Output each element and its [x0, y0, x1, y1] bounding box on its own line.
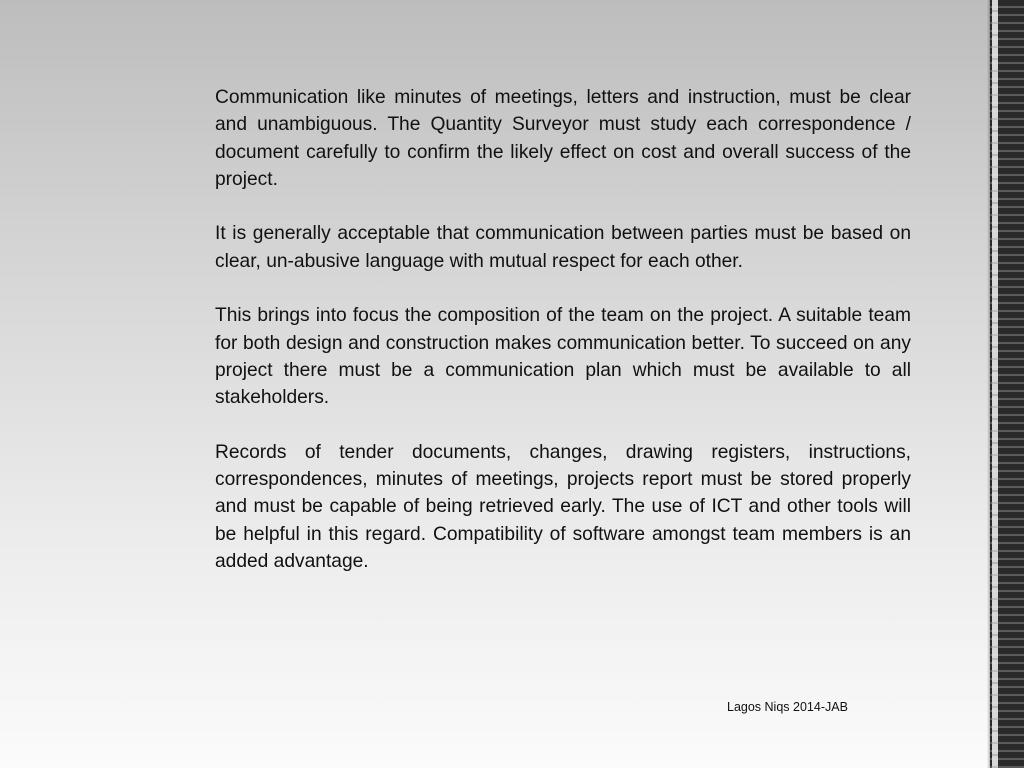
paragraph-respectful-language: It is generally acceptable that communication between parties must be based on clear, un-abusive language with mutual respect for each other. — [215, 223, 911, 272]
paragraph-communication-clarity: Communication like minutes of meetings, letters and instruction, must be clear and unambiguous. The Quantity Surveyor must study each correspondence / document carefully to confirm the likely effect on cost and overall success of the project. — [215, 87, 911, 190]
decorative-edge-highlight — [992, 0, 998, 768]
slide-body — [215, 84, 911, 603]
paragraph-records-management: Records of tender documents, changes, drawing registers, instructions, correspondences, minutes of meetings, projects report must be stored properly and must be capable of being retrieved early. The use of ICT and other tools will be helpful in this regard. Compatibility of software amongst team members is an added advantage. — [215, 441, 911, 573]
slide-footer: Lagos Niqs 2014-JAB — [727, 700, 848, 714]
paragraph-team-composition: This brings into focus the composition of the team on the project. A suitable team for both design and construction makes communication better. To succeed on any project there must be a communication plan which must be available to all stakeholders. — [215, 305, 911, 409]
